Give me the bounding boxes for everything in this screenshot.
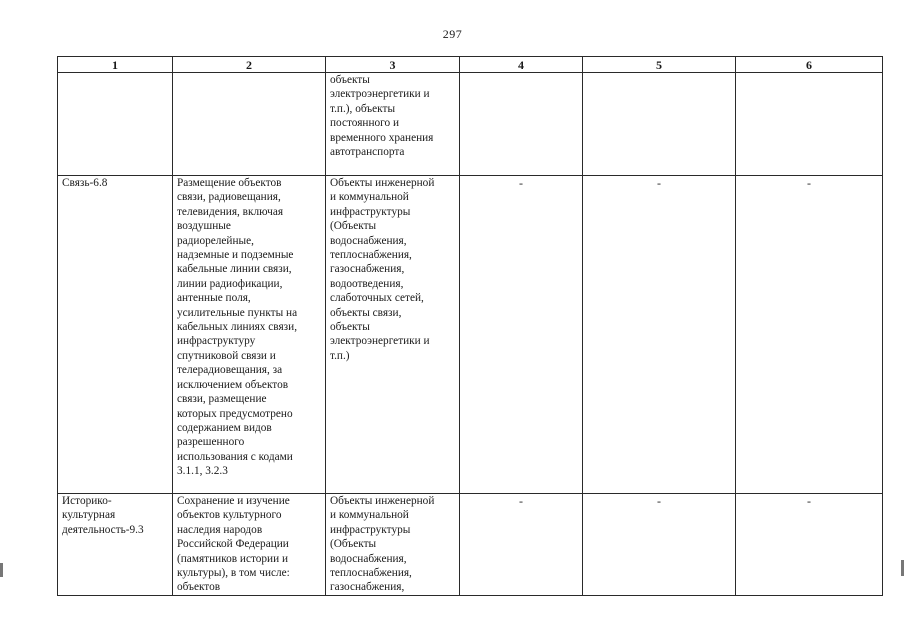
row2-col4: - xyxy=(460,176,583,494)
table-row xyxy=(58,176,883,494)
text-line: спутниковой связи и xyxy=(177,349,276,362)
table-header-row xyxy=(58,57,883,73)
text-line: объектов культурного xyxy=(177,509,282,522)
text-line: Историко- xyxy=(62,495,112,507)
text-line: деятельность-9.3 xyxy=(62,523,144,536)
text-line: (памятников истории и xyxy=(177,552,289,565)
column-header-5: 5 xyxy=(583,57,736,73)
text-line: электроэнергетики и xyxy=(330,88,430,101)
text-line: (Объекты xyxy=(330,538,377,551)
row3-col3 xyxy=(326,494,460,596)
text-line: теплоснабжения, xyxy=(330,249,412,262)
text-line: связи, радиовещания, xyxy=(177,191,281,204)
row1-col4 xyxy=(460,73,583,176)
row2-col3 xyxy=(326,176,460,494)
row3-col6: - xyxy=(736,494,883,596)
text-line: т.п.) xyxy=(330,349,350,362)
text-line: кабельных линиях связи, xyxy=(177,321,298,334)
text-line: слаботочных сетей, xyxy=(330,292,424,305)
text-line: телерадиовещания, за xyxy=(177,364,283,377)
text-line: газоснабжения, xyxy=(330,263,405,276)
text-line: связи, размещение xyxy=(177,393,267,406)
column-header-3: 3 xyxy=(326,57,460,73)
row2-col5: - xyxy=(583,176,736,494)
row2-col2 xyxy=(173,176,326,494)
text-line: и коммунальной xyxy=(330,509,409,522)
text-line: воздушные xyxy=(177,220,231,233)
scan-edge-mark-right xyxy=(901,560,904,576)
text-line: радиорелейные, xyxy=(177,234,254,247)
text-line: Сохранение и изучение xyxy=(177,495,290,507)
text-line: усилительные пункты на xyxy=(177,306,298,319)
row2-col6: - xyxy=(736,176,883,494)
page-number: 297 xyxy=(442,27,463,41)
text-line: содержанием видов xyxy=(177,421,272,434)
text-line: культуры), в том числе: xyxy=(177,567,290,580)
row1-col5 xyxy=(583,73,736,176)
text-line: газоснабжения, xyxy=(330,581,405,594)
column-header-6: 6 xyxy=(736,57,883,73)
text-line: постоянного и xyxy=(330,117,400,130)
row2-col1: Связь-6.8 xyxy=(58,176,173,494)
land-use-table xyxy=(57,56,883,596)
text-line: водоснабжения, xyxy=(330,234,407,247)
text-line: водоснабжения, xyxy=(330,552,407,565)
scan-edge-mark-left xyxy=(0,563,3,577)
row3-col5: - xyxy=(583,494,736,596)
table-row xyxy=(58,73,883,176)
text-line: надземные и подземные xyxy=(177,249,294,262)
text-line: инфраструктуры xyxy=(330,523,411,536)
table-row xyxy=(58,494,883,596)
text-line: объекты xyxy=(330,74,370,86)
row1-col2 xyxy=(173,73,326,176)
text-line: водоотведения, xyxy=(330,277,404,290)
column-header-2: 2 xyxy=(173,57,326,73)
row3-col1 xyxy=(58,494,173,596)
text-line: антенные поля, xyxy=(177,292,251,305)
column-header-4: 4 xyxy=(460,57,583,73)
column-header-1: 1 xyxy=(58,57,173,73)
text-line: кабельные линии связи, xyxy=(177,263,292,276)
row1-col1 xyxy=(58,73,173,176)
row3-col2 xyxy=(173,494,326,596)
text-line: объекты xyxy=(330,321,370,334)
text-line: наследия народов xyxy=(177,523,263,536)
text-line: объекты связи, xyxy=(330,306,402,319)
row3-col4: - xyxy=(460,494,583,596)
text-line: (Объекты xyxy=(330,220,377,233)
text-line: временного хранения xyxy=(330,131,434,144)
text-line: электроэнергетики и xyxy=(330,335,430,348)
text-line: автотранспорта xyxy=(330,146,405,159)
text-line: Объекты инженерной xyxy=(330,495,435,507)
text-line: которых предусмотрено xyxy=(177,407,293,420)
text-line: Российской Федерации xyxy=(177,538,289,551)
text-line: инфраструктуры xyxy=(330,205,411,218)
text-line: 3.1.1, 3.2.3 xyxy=(177,465,228,478)
text-line: Размещение объектов xyxy=(177,177,282,189)
text-line: культурная xyxy=(62,509,116,522)
text-line: т.п.), объекты xyxy=(330,102,396,115)
text-line: инфраструктуру xyxy=(177,335,256,348)
text-line: разрешенного xyxy=(177,436,245,449)
text-line: телевидения, включая xyxy=(177,205,284,218)
text-line: исключением объектов xyxy=(177,378,289,391)
text-line: объектов xyxy=(177,581,221,594)
row1-col3 xyxy=(326,73,460,176)
text-line: Объекты инженерной xyxy=(330,177,435,189)
text-line: теплоснабжения, xyxy=(330,567,412,580)
text-line: использования с кодами xyxy=(177,450,293,463)
row1-col6 xyxy=(736,73,883,176)
text-line: линии радиофикации, xyxy=(177,277,283,290)
text-line: и коммунальной xyxy=(330,191,409,204)
